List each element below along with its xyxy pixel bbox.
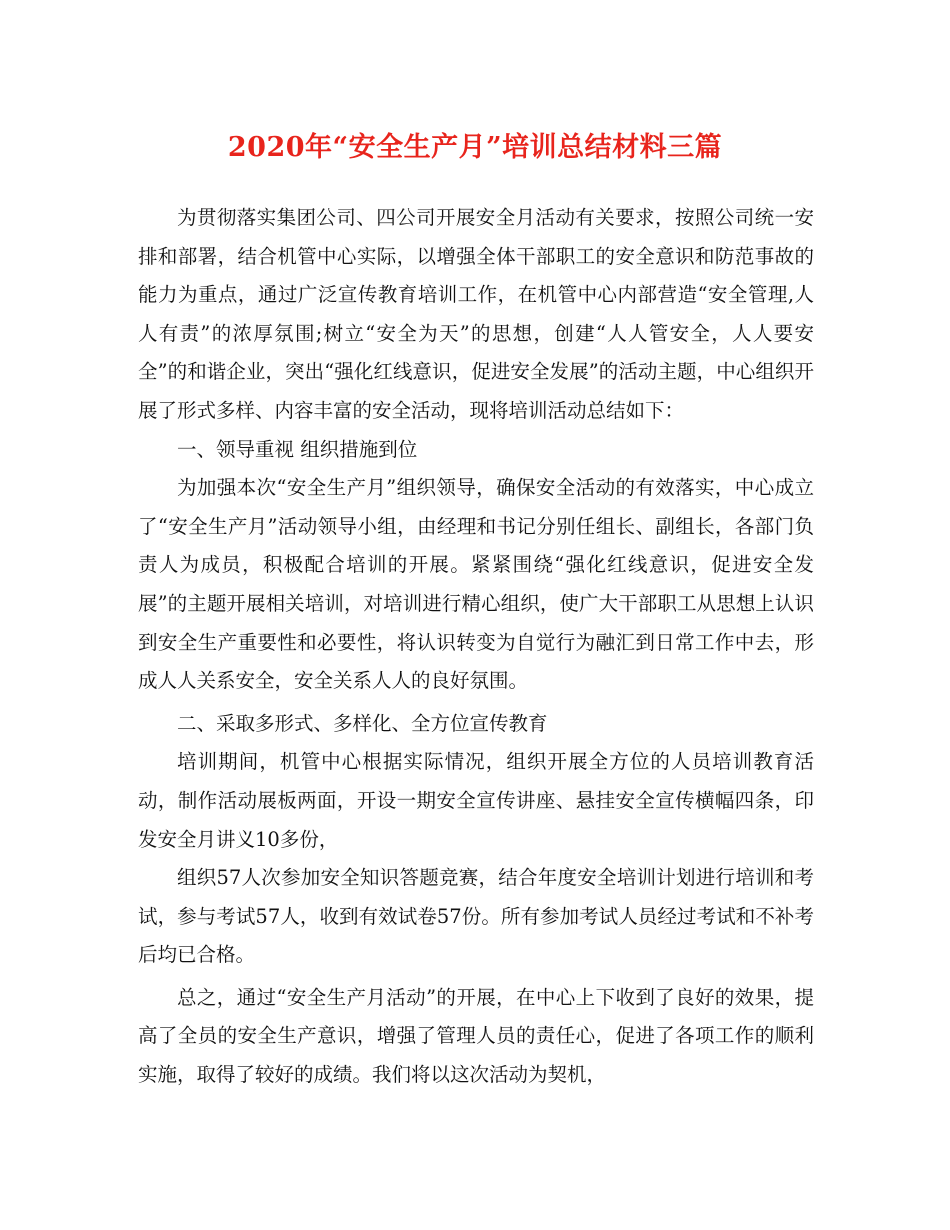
paragraph-exam: 组织57人次参加安全知识答题竞赛，结合年度安全培训计划进行培训和考试，参与考试57人，收到有效试卷57份。所有参加考试人员经过考试和不补考后均已合格。 — [138, 866, 814, 967]
paragraph-conclusion: 总之，通过“安全生产月活动”的开展，在中心上下收到了良好的效果，提高了全员的安全生产意识，增强了管理人员的责任心，促进了各项工作的顺利实施，取得了较好的成绩。我们将以这次活动为契机， — [138, 985, 814, 1087]
section-heading-2: 二、采取多形式、多样化、全方位宣传教育 — [177, 711, 548, 735]
paragraph-training: 培训期间，机管中心根据实际情况，组织开展全方位的人员培训教育活动，制作活动展板两面，开设一期安全宣传讲座、悬挂安全宣传横幅四条，印发安全月讲义10多份， — [138, 750, 814, 851]
section-heading-1: 一、领导重视 组织措施到位 — [177, 437, 418, 461]
paragraph-leadership: 为加强本次“安全生产月”组织领导，确保安全活动的有效落实，中心成立了“安全生产月”活动领导小组，由经理和书记分别任组长、副组长，各部门负责人为成员，积极配合培训的开展。紧紧围绕“强化红线意识，促进安全发展”的主题开展相关培训，对培训进行精心组织，使广大干部职工从思想上认识到安全生产重要性和必要性，将认识转变为自觉行为融汇到日常工作中去，形成人人关系安全，安全关系人人的良好氛围。 — [138, 476, 814, 693]
paragraph-intro: 为贯彻落实集团公司、四公司开展安全月活动有关要求，按照公司统一安排和部署，结合机管中心实际，以增强全体干部职工的安全意识和防范事故的能力为重点，通过广泛宣传教育培训工作，在机管中心内部营造“安全管理,人人有责”的浓厚氛围;树立“安全为天”的思想，创建“人人管安全，人人要安全”的和谐企业，突出“强化红线意识，促进安全发展”的活动主题，中心组织开展了形式多样、内容丰富的安全活动，现将培训活动总结如下： — [138, 206, 814, 422]
document-title: 2020年“安全生产月”培训总结材料三篇 — [227, 132, 723, 163]
document-body — [138, 199, 814, 1095]
